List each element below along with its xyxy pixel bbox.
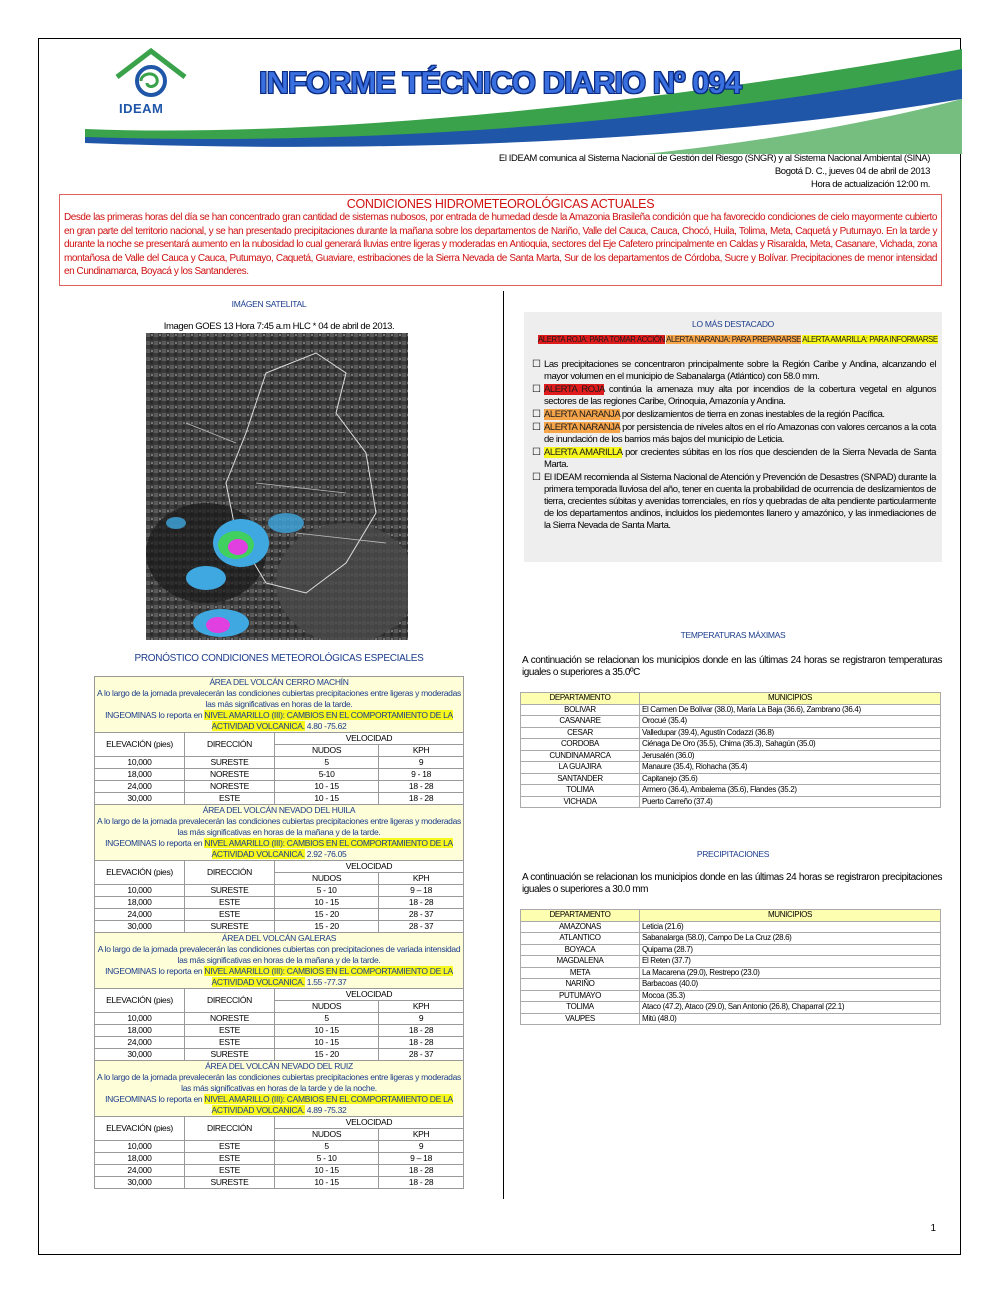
table-cell: 9 – 18 bbox=[379, 885, 464, 897]
municipalities-cell: Armero (36.4), Ambalema (35.6), Flandes (35.2) bbox=[640, 785, 941, 797]
col-department: DEPARTAMENTO bbox=[521, 693, 640, 705]
col-direction: DIRECCIÓN bbox=[185, 1117, 275, 1141]
table-row bbox=[521, 944, 941, 956]
table-cell: 18 - 28 bbox=[379, 1177, 464, 1189]
table-header-row bbox=[521, 693, 941, 705]
col-velocity: VELOCIDAD bbox=[275, 861, 464, 873]
table-row bbox=[521, 956, 941, 968]
volcano-area-title: ÁREA DEL VOLCÁN NEVADO DEL RUIZ bbox=[205, 1061, 353, 1071]
table-cell: NORESTE bbox=[185, 781, 275, 793]
table-cell: 18,000 bbox=[95, 1153, 185, 1165]
volcano-report bbox=[97, 1094, 461, 1116]
report-prefix: INGEOMINAS lo reporta en bbox=[105, 1094, 203, 1104]
volcano-alert-level: NIVEL AMARILLO (III): CAMBIOS EN EL COMPORTAMIENTO DE LA ACTIVIDAD VOLCANICA. bbox=[204, 838, 453, 859]
table-row bbox=[95, 781, 464, 793]
department-cell: BOYACA bbox=[521, 944, 640, 956]
table-cell: 15 - 20 bbox=[275, 1049, 379, 1061]
temperatures-table bbox=[520, 692, 941, 808]
table-cell: 18 - 28 bbox=[379, 1165, 464, 1177]
col-kph: KPH bbox=[379, 873, 464, 885]
ideam-logo-icon bbox=[111, 47, 191, 105]
table-cell: SURESTE bbox=[185, 885, 275, 897]
table-cell: 18,000 bbox=[95, 769, 185, 781]
col-municipalities: MUNICIPIOS bbox=[640, 693, 941, 705]
volcano-alert-level: NIVEL AMARILLO (III): CAMBIOS EN EL COMPORTAMIENTO DE LA ACTIVIDAD VOLCANICA. bbox=[204, 966, 453, 987]
department-cell: META bbox=[521, 967, 640, 979]
department-cell: LA GUAJIRA bbox=[521, 762, 640, 774]
volcano-alert-level: NIVEL AMARILLO (III): CAMBIOS EN EL COMPORTAMIENTO DE LA ACTIVIDAD VOLCANICA. bbox=[204, 1094, 453, 1115]
col-kph: KPH bbox=[379, 1129, 464, 1141]
table-row bbox=[95, 757, 464, 769]
volcano-coords: 4.89 -75.32 bbox=[306, 1105, 347, 1115]
table-row bbox=[521, 704, 941, 716]
table-cell: 10,000 bbox=[95, 757, 185, 769]
satellite-heading: IMÁGEN SATELITAL bbox=[231, 299, 307, 309]
highlights-box bbox=[524, 312, 942, 562]
department-cell: VICHADA bbox=[521, 796, 640, 808]
highlight-text: por persistencia de niveles altos en el río Amazonas con valores cercanos a la cota de inundación de los barrios más bajos del municipio de Leticia. bbox=[544, 422, 936, 445]
volcano-coords: 1.55 -77.37 bbox=[306, 977, 347, 987]
table-row bbox=[521, 921, 941, 933]
alert-red-legend: ALERTA ROJA: PARA TOMAR ACCIÓN bbox=[538, 335, 665, 344]
table-cell: 18 - 28 bbox=[379, 793, 464, 805]
col-knots: NUDOS bbox=[275, 873, 379, 885]
department-cell: MAGDALENA bbox=[521, 956, 640, 968]
table-cell: 18,000 bbox=[95, 1025, 185, 1037]
temperatures-intro: A continuación se relacionan los municipios donde en las últimas 24 horas se registraron temperaturas iguales o superiores a 35.0ºC bbox=[522, 655, 942, 678]
current-conditions-box bbox=[59, 194, 942, 286]
table-row bbox=[521, 990, 941, 1002]
table-cell: 9 bbox=[379, 1013, 464, 1025]
table-row bbox=[521, 979, 941, 991]
table-cell: 15 - 20 bbox=[275, 921, 379, 933]
table-cell: ESTE bbox=[185, 1141, 275, 1153]
department-cell: CUNDINAMARCA bbox=[521, 750, 640, 762]
bullet-box-icon: ☐ bbox=[532, 359, 541, 370]
table-cell: 18 - 28 bbox=[379, 897, 464, 909]
alert-orange-legend: ALERTA NARANJA: PARA PREPARARSE bbox=[666, 335, 801, 344]
volcano-header-cell bbox=[95, 805, 464, 861]
current-conditions-text: Desde las primeras horas del día se han concentrado gran cantidad de sistemas nubosos, por entrada de humedad desde la Amazonia Brasileña condición que ha favorecido condiciones de cielo mayormente cubierto en gran parte del territorio nacional, y se han presentado precipitaciones durante la mañana sobre los departamentos de Nariño, Valle del Cauca, Cauca, Chocó, Huila, Tolima, Meta, Caquetá y Putumayo. En la tarde y durante la noche se presentará aumento en la nubosidad lo cual generará lluvias entre ligeras y moderadas en Antioquia, sectores del Eje Cafetero principalmente en Caldas y Risaralda, Meta, Casanare, Vichada, zona montañosa de Valle del Cauca y Cauca, Putumayo, Caquetá, Guaviare, estribaciones de la Sierra Nevada de Santa Marta, Sur de los departamentos de Córdoba, Sucre y Bolívar. Precipitaciones de menor intensidad en Cundinamarca, Boyacá y los Santanderes. bbox=[64, 212, 937, 277]
department-cell: ATLANTICO bbox=[521, 933, 640, 945]
table-cell: 9 bbox=[379, 1141, 464, 1153]
table-cell: 18 - 28 bbox=[379, 1025, 464, 1037]
table-row bbox=[95, 1177, 464, 1189]
report-title: INFORME TÉCNICO DIARIO Nº 094 bbox=[259, 65, 741, 100]
table-row bbox=[521, 727, 941, 739]
volcano-header-row bbox=[95, 1061, 464, 1117]
page-number: 1 bbox=[930, 1223, 936, 1234]
bullet-box-icon: ☐ bbox=[532, 447, 541, 458]
municipalities-cell: Sabanalarga (58.0), Campo De La Cruz (28.6) bbox=[640, 933, 941, 945]
table-cell: SURESTE bbox=[185, 921, 275, 933]
table-row bbox=[95, 1025, 464, 1037]
department-cell: TOLIMA bbox=[521, 785, 640, 797]
table-cell: SURESTE bbox=[185, 757, 275, 769]
department-cell: BOLIVAR bbox=[521, 704, 640, 716]
table-row bbox=[95, 1037, 464, 1049]
volcano-alert-level: NIVEL AMARILLO (III): CAMBIOS EN EL COMPORTAMIENTO DE LA ACTIVIDAD VOLCANICA. bbox=[204, 710, 453, 731]
col-elevation: ELEVACIÓN (pies) bbox=[95, 733, 185, 757]
table-row bbox=[95, 885, 464, 897]
col-department: DEPARTAMENTO bbox=[521, 910, 640, 922]
table-header-row bbox=[521, 910, 941, 922]
bullet-box-icon: ☐ bbox=[532, 409, 541, 420]
logo-text: IDEAM bbox=[119, 101, 164, 116]
table-cell: ESTE bbox=[185, 1025, 275, 1037]
highlight-item bbox=[532, 384, 936, 408]
table-row bbox=[95, 909, 464, 921]
header-date: Bogotá D. C., jueves 04 de abril de 2013 bbox=[774, 166, 930, 177]
table-row bbox=[95, 1013, 464, 1025]
table-cell: 10 - 15 bbox=[275, 1165, 379, 1177]
department-cell: TOLIMA bbox=[521, 1002, 640, 1014]
volcano-header-row bbox=[95, 677, 464, 733]
table-cell: NORESTE bbox=[185, 769, 275, 781]
table-cell: 18,000 bbox=[95, 897, 185, 909]
table-cell: 24,000 bbox=[95, 1037, 185, 1049]
highlight-item bbox=[532, 359, 936, 383]
col-knots: NUDOS bbox=[275, 1129, 379, 1141]
alert-red-tag: ALERTA ROJA bbox=[544, 384, 605, 395]
report-prefix: INGEOMINAS lo reporta en bbox=[105, 966, 203, 976]
col-direction: DIRECCIÓN bbox=[185, 861, 275, 885]
department-cell: CASANARE bbox=[521, 716, 640, 728]
table-cell: 18 - 28 bbox=[379, 1037, 464, 1049]
table-cell: 15 - 20 bbox=[275, 909, 379, 921]
highlight-text: por deslizamientos de tierra en zonas inestables de la región Pacífica. bbox=[619, 409, 885, 420]
table-cell: SURESTE bbox=[185, 1177, 275, 1189]
highlight-item bbox=[532, 409, 936, 421]
volcano-header-cell bbox=[95, 677, 464, 733]
satellite-caption: Imagen GOES 13 Hora 7:45 a.m HLC * 04 de abril de 2013. bbox=[163, 321, 395, 332]
municipalities-cell: Puerto Carreño (37.4) bbox=[640, 796, 941, 808]
alert-legend bbox=[538, 335, 938, 344]
table-cell: 30,000 bbox=[95, 921, 185, 933]
table-row bbox=[521, 762, 941, 774]
highlight-item bbox=[532, 422, 936, 446]
table-row bbox=[95, 1165, 464, 1177]
volcano-col-header-row bbox=[95, 1117, 464, 1129]
alert-yellow-legend: ALERTA AMARILLA: PARA INFORMARSE bbox=[802, 335, 938, 344]
volcano-col-header-row bbox=[95, 861, 464, 873]
table-cell: 30,000 bbox=[95, 1177, 185, 1189]
table-row bbox=[521, 739, 941, 751]
column-divider bbox=[503, 291, 504, 1199]
municipalities-cell: Quipama (28.7) bbox=[640, 944, 941, 956]
forecast-heading: PRONÓSTICO CONDICIONES METEOROLÓGICAS ESPECIALES bbox=[134, 653, 424, 664]
table-row bbox=[521, 933, 941, 945]
table-row bbox=[95, 1141, 464, 1153]
department-cell: CESAR bbox=[521, 727, 640, 739]
municipalities-cell: Ataco (47.2), Ataco (29.0), San Antonio (26.8), Chaparral (22.1) bbox=[640, 1002, 941, 1014]
highlight-text: por crecientes súbitas en los ríos que descienden de la Sierra Nevada de Santa Marta. bbox=[544, 447, 936, 470]
volcano-report bbox=[97, 710, 461, 732]
table-cell: 10,000 bbox=[95, 885, 185, 897]
highlights-list bbox=[532, 359, 936, 533]
volcano-header-row bbox=[95, 933, 464, 989]
department-cell: NARIÑO bbox=[521, 979, 640, 991]
table-row bbox=[95, 769, 464, 781]
table-cell: 30,000 bbox=[95, 1049, 185, 1061]
municipalities-cell: Barbacoas (40.0) bbox=[640, 979, 941, 991]
precipitation-table bbox=[520, 909, 941, 1025]
municipalities-cell: El Reten (37.7) bbox=[640, 956, 941, 968]
volcano-header-cell bbox=[95, 1061, 464, 1117]
volcano-description: A lo largo de la jornada prevalecerán las condiciones cubiertas precipitaciones entre ligeras y moderadas las más significativas en horas de la tarde. bbox=[97, 688, 461, 709]
municipalities-cell: Mitú (48.0) bbox=[640, 1013, 941, 1025]
col-elevation: ELEVACIÓN (pies) bbox=[95, 1117, 185, 1141]
volcano-col-header-row bbox=[95, 733, 464, 745]
col-kph: KPH bbox=[379, 1001, 464, 1013]
col-direction: DIRECCIÓN bbox=[185, 733, 275, 757]
col-velocity: VELOCIDAD bbox=[275, 1117, 464, 1129]
table-cell: 18 - 28 bbox=[379, 781, 464, 793]
table-row bbox=[521, 716, 941, 728]
col-velocity: VELOCIDAD bbox=[275, 733, 464, 745]
table-cell: 5 - 10 bbox=[275, 1153, 379, 1165]
col-municipalities: MUNICIPIOS bbox=[640, 910, 941, 922]
table-cell: 5 - 10 bbox=[275, 885, 379, 897]
volcano-description: A lo largo de la jornada prevalecerán las condiciones cubiertas precipitaciones entre ligeras y moderadas las más significativas en horas de la mañana y de la tarde. bbox=[97, 816, 461, 837]
volcano-description: A lo largo de la jornada prevalecerán las condiciones cubiertas con precipitaciones de variada intensidad las más significativas en horas de la mañana y de la tarde. bbox=[97, 944, 461, 965]
table-cell: ESTE bbox=[185, 1153, 275, 1165]
volcano-area-title: ÁREA DEL VOLCÁN CERRO MACHÍN bbox=[209, 677, 349, 687]
highlight-text: continúa la amenaza muy alta por incendios de la cobertura vegetal en algunos sectores de las regiones Caribe, Orinoquia, Amazonía y Andina. bbox=[544, 384, 936, 407]
volcano-col-header-row bbox=[95, 989, 464, 1001]
table-cell: ESTE bbox=[185, 1037, 275, 1049]
municipalities-cell: Capitanejo (35.6) bbox=[640, 773, 941, 785]
municipalities-cell: Jerusalén (36.0) bbox=[640, 750, 941, 762]
header-line-sina: El IDEAM comunica al Sistema Nacional de Gestión del Riesgo (SNGR) y al Sistema Nacional Ambiental (SINA) bbox=[498, 153, 930, 164]
header-update-time: Hora de actualización 12:00 m. bbox=[811, 179, 930, 190]
temperatures-heading: TEMPERATURAS MÁXIMAS bbox=[680, 630, 786, 640]
report-prefix: INGEOMINAS lo reporta en bbox=[105, 838, 203, 848]
volcano-coords: 4.80 -75.62 bbox=[306, 721, 347, 731]
table-row bbox=[521, 796, 941, 808]
municipalities-cell: Valledupar (39.4), Agustín Codazzi (36.8) bbox=[640, 727, 941, 739]
table-row bbox=[521, 967, 941, 979]
table-cell: NORESTE bbox=[185, 1013, 275, 1025]
table-row bbox=[521, 785, 941, 797]
table-row bbox=[95, 897, 464, 909]
table-cell: 5 bbox=[275, 1141, 379, 1153]
table-cell: 10,000 bbox=[95, 1013, 185, 1025]
municipalities-cell: Mocoa (35.3) bbox=[640, 990, 941, 1002]
table-cell: 5 bbox=[275, 757, 379, 769]
table-cell: 10,000 bbox=[95, 1141, 185, 1153]
col-elevation: ELEVACIÓN (pies) bbox=[95, 861, 185, 885]
alert-yellow-tag: ALERTA AMARILLA bbox=[544, 447, 623, 458]
table-row bbox=[521, 773, 941, 785]
ideam-logo bbox=[111, 47, 191, 119]
table-row bbox=[95, 793, 464, 805]
table-cell: 10 - 15 bbox=[275, 793, 379, 805]
municipalities-cell: El Carmen De Bolívar (38.0), María La Baja (36.6), Zambrano (36.4) bbox=[640, 704, 941, 716]
volcano-report bbox=[97, 838, 461, 860]
col-knots: NUDOS bbox=[275, 1001, 379, 1013]
municipalities-cell: Manaure (35.4), Riohacha (35.4) bbox=[640, 762, 941, 774]
col-velocity: VELOCIDAD bbox=[275, 989, 464, 1001]
table-cell: SURESTE bbox=[185, 1049, 275, 1061]
department-cell: CORDOBA bbox=[521, 739, 640, 751]
municipalities-cell: La Macarena (29.0), Restrepo (23.0) bbox=[640, 967, 941, 979]
col-elevation: ELEVACIÓN (pies) bbox=[95, 989, 185, 1013]
highlight-text: El IDEAM recomienda al Sistema Nacional de Atención y Prevención de Desastres (SNPAD) durante la primera temporada lluviosa del año, tener en cuenta la probabilidad de ocurrencia de deslizamientos de tierra, crecientes súbitas y avenidas torrenciales, en ríos y quebradas de alta pendiente particularmente de los departamentos andinos, incluidos los piedemontes llanero y amazónico, y las inmediaciones de la Sierra Nevada de Santa Marta. bbox=[544, 472, 936, 531]
precipitation-heading: PRECIPITACIONES bbox=[696, 849, 770, 859]
table-cell: 9 bbox=[379, 757, 464, 769]
department-cell: PUTUMAYO bbox=[521, 990, 640, 1002]
table-cell: 28 - 37 bbox=[379, 921, 464, 933]
table-cell: 10 - 15 bbox=[275, 781, 379, 793]
header-info bbox=[499, 152, 930, 191]
report-prefix: INGEOMINAS lo reporta en bbox=[105, 710, 203, 720]
satellite-image bbox=[146, 333, 408, 640]
table-row bbox=[95, 921, 464, 933]
col-direction: DIRECCIÓN bbox=[185, 989, 275, 1013]
department-cell: AMAZONAS bbox=[521, 921, 640, 933]
volcano-header-row bbox=[95, 805, 464, 861]
table-cell: 9 – 18 bbox=[379, 1153, 464, 1165]
table-cell: ESTE bbox=[185, 793, 275, 805]
table-cell: ESTE bbox=[185, 909, 275, 921]
volcano-area-title: ÁREA DEL VOLCÁN NEVADO DEL HUILA bbox=[202, 805, 356, 815]
department-cell: VAUPES bbox=[521, 1013, 640, 1025]
municipalities-cell: Leticia (21.6) bbox=[640, 921, 941, 933]
volcano-forecast-table bbox=[94, 676, 464, 1189]
bullet-box-icon: ☐ bbox=[532, 472, 541, 483]
table-cell: 5-10 bbox=[275, 769, 379, 781]
table-cell: 10 - 15 bbox=[275, 897, 379, 909]
col-kph: KPH bbox=[379, 745, 464, 757]
table-cell: 10 - 15 bbox=[275, 1037, 379, 1049]
table-cell: 10 - 15 bbox=[275, 1177, 379, 1189]
bullet-box-icon: ☐ bbox=[532, 422, 541, 433]
table-cell: 28 - 37 bbox=[379, 1049, 464, 1061]
table-cell: 10 - 15 bbox=[275, 1025, 379, 1037]
municipalities-cell: Orocué (35.4) bbox=[640, 716, 941, 728]
highlight-item bbox=[532, 472, 936, 532]
volcano-coords: 2.92 -76.05 bbox=[306, 849, 347, 859]
volcano-report bbox=[97, 966, 461, 988]
col-knots: NUDOS bbox=[275, 745, 379, 757]
table-row bbox=[95, 1153, 464, 1165]
bullet-box-icon: ☐ bbox=[532, 384, 541, 395]
table-cell: 24,000 bbox=[95, 1165, 185, 1177]
current-conditions-title: CONDICIONES HIDROMETEOROLÓGICAS ACTUALES bbox=[346, 197, 655, 211]
table-cell: 24,000 bbox=[95, 781, 185, 793]
table-cell: 24,000 bbox=[95, 909, 185, 921]
volcano-area-title: ÁREA DEL VOLCÁN GALERAS bbox=[221, 933, 337, 943]
table-cell: 28 - 37 bbox=[379, 909, 464, 921]
volcano-description: A lo largo de la jornada prevalecerán las condiciones cubiertas precipitaciones entre ligeras y moderadas las más significativas en horas de la tarde y de la noche. bbox=[97, 1072, 461, 1093]
table-row bbox=[95, 1049, 464, 1061]
department-cell: SANTANDER bbox=[521, 773, 640, 785]
table-cell: 5 bbox=[275, 1013, 379, 1025]
report-page bbox=[38, 38, 961, 1255]
volcano-header-cell bbox=[95, 933, 464, 989]
table-row bbox=[521, 1002, 941, 1014]
table-row bbox=[521, 750, 941, 762]
alert-orange-tag: ALERTA NARANJA bbox=[544, 422, 620, 433]
table-cell: 9 - 18 bbox=[379, 769, 464, 781]
precipitation-intro: A continuación se relacionan los municipios donde en las últimas 24 horas se registraron precipitaciones iguales o superiores a 30.0 mm bbox=[522, 872, 942, 895]
table-cell: ESTE bbox=[185, 897, 275, 909]
alert-orange-tag: ALERTA NARANJA bbox=[544, 409, 620, 420]
table-cell: 30,000 bbox=[95, 793, 185, 805]
highlight-text: Las precipitaciones se concentraron principalmente sobre la Región Caribe y Andina, alcanzando el mayor volumen en el municipio de Sabanalarga (Atlántico) con 58.0 mm. bbox=[544, 359, 936, 382]
satellite-image-graphic bbox=[146, 333, 408, 640]
table-cell: ESTE bbox=[185, 1165, 275, 1177]
highlight-item bbox=[532, 447, 936, 471]
municipalities-cell: Ciénaga De Oro (35.5), Chima (35.3), Sahagún (35.0) bbox=[640, 739, 941, 751]
table-row bbox=[521, 1013, 941, 1025]
highlights-heading: LO MÁS DESTACADO bbox=[692, 319, 774, 329]
